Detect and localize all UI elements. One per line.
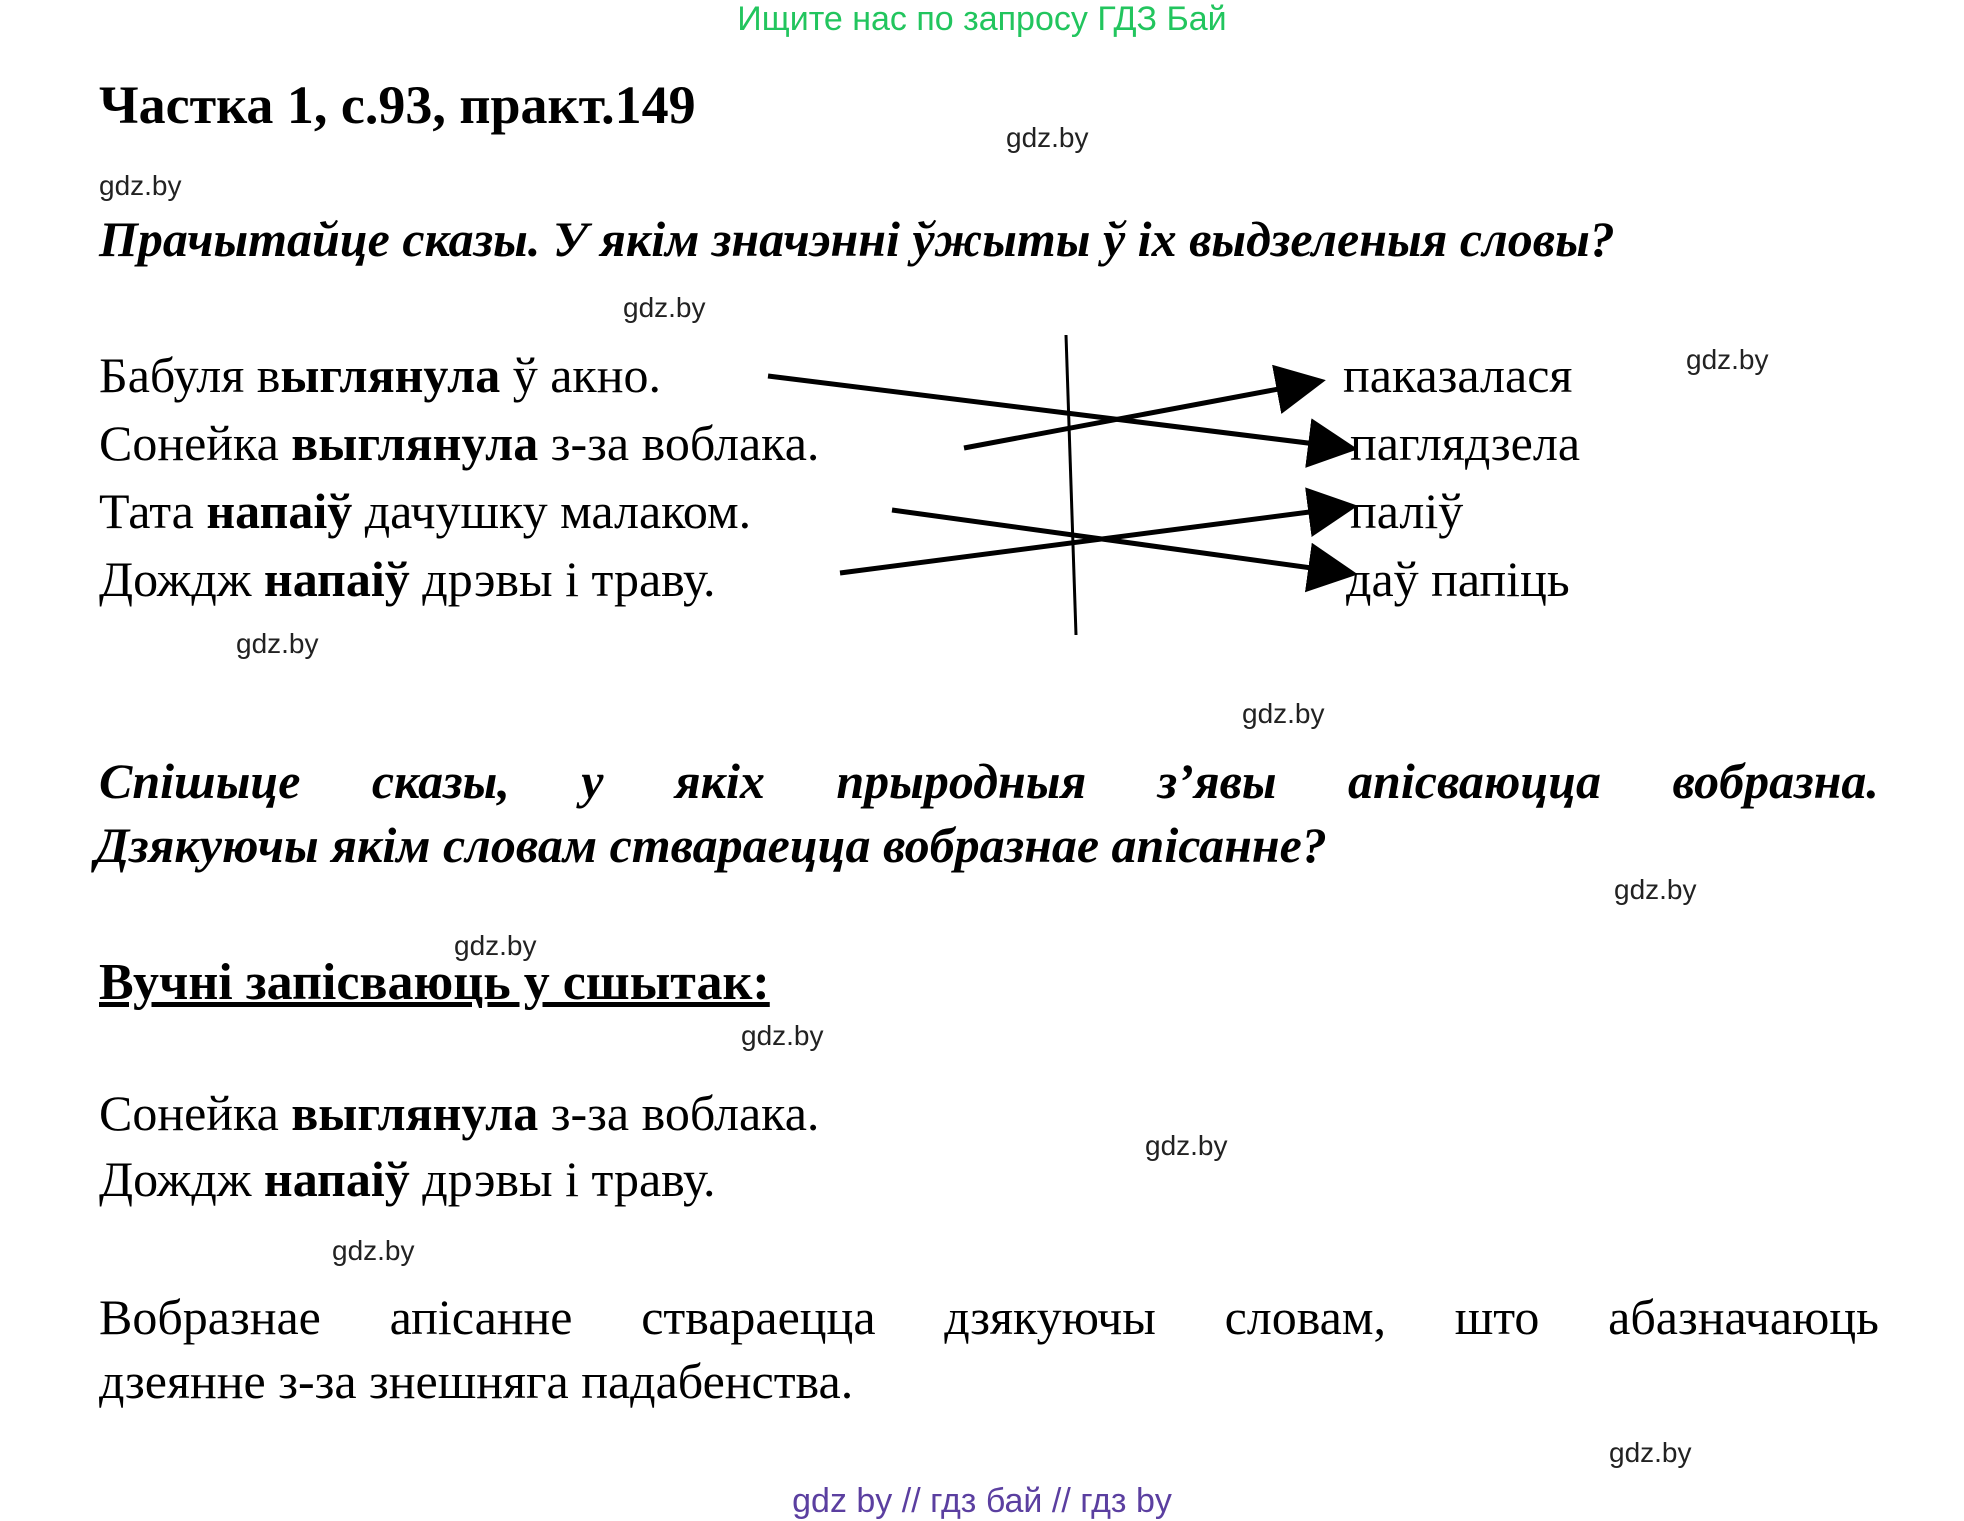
meaning-1: паказалася: [1343, 347, 1573, 403]
arrow-1-to-2: [768, 376, 1348, 448]
watermark: gdz.by: [741, 1020, 824, 1051]
watermark: gdz.by: [236, 628, 319, 659]
watermark: gdz.by: [1614, 874, 1697, 905]
conclusion-word: словам,: [1224, 1289, 1386, 1345]
meaning-4: даў папіць: [1346, 551, 1570, 607]
arrow-3-to-4: [892, 510, 1348, 573]
task-2-word: у: [581, 753, 604, 809]
sentence-2-before: Сонейка: [99, 415, 292, 471]
answer-2-before: Дождж: [99, 1151, 264, 1207]
answer-2-after: дрэвы і траву.: [409, 1151, 716, 1207]
watermark: gdz.by: [1006, 122, 1089, 153]
watermark: gdz.by: [332, 1235, 415, 1266]
conclusion-word: Вобразнае: [99, 1289, 321, 1345]
task-2-word: з’явы: [1157, 753, 1277, 809]
sentence-3-bold: напаіў: [206, 483, 353, 539]
sentence-1-after: ў акно.: [500, 347, 661, 403]
meaning-2: паглядзела: [1350, 415, 1581, 471]
meaning-3: паліў: [1350, 483, 1464, 539]
watermark: gdz.by: [1242, 698, 1325, 729]
answer-1-bold: выглянула: [291, 1085, 539, 1141]
task-2-word: сказы,: [371, 753, 510, 809]
task-2-word: Спішыце: [99, 753, 301, 809]
answer-heading: Вучні запісваюць у сшытак:: [99, 954, 770, 1011]
footer-links[interactable]: gdz by // гдз бай // гдз by: [792, 1482, 1172, 1520]
answer-1: [99, 1084, 819, 1142]
answer-2: [99, 1150, 716, 1208]
task-1-text: Прачытайце сказы. У якім значэнні ўжыты ў іх выдзеленыя словы?: [99, 211, 1615, 267]
sentence-4-after: дрэвы і траву.: [409, 551, 716, 607]
sentence-4-bold: напаіў: [263, 551, 410, 607]
task-2-word: апісваюцца: [1348, 753, 1602, 809]
sentence-2-bold: выглянула: [291, 415, 539, 471]
conclusion-line-1: [99, 1288, 1879, 1346]
watermark: gdz.by: [454, 930, 537, 961]
conclusion-line-2: дзеянне з-за знешняга падабенства.: [99, 1353, 854, 1409]
conclusion-word: што: [1454, 1289, 1540, 1345]
page-title: Частка 1, с.93, практ.149: [99, 75, 696, 135]
conclusion-word: апісанне: [389, 1289, 573, 1345]
answer-1-after: з-за воблака.: [538, 1085, 820, 1141]
sentence-2-after: з-за воблака.: [538, 415, 820, 471]
sentence-3-before: Тата: [99, 483, 207, 539]
top-banner[interactable]: Ищите нас по запросу ГДЗ Бай: [737, 0, 1227, 38]
sentence-1-before: Бабуля в: [99, 347, 281, 403]
task-2-line-1: [99, 752, 1879, 810]
answer-1-before: Сонейка: [99, 1085, 292, 1141]
task-2-line-2: Дзякуючы якім словам ствараецца вобразнае апісанне?: [95, 817, 1327, 873]
task-2-word: прыродныя: [836, 753, 1087, 809]
divider-line: [1066, 335, 1076, 635]
conclusion-word: ствараецца: [641, 1289, 876, 1345]
watermark: gdz.by: [1686, 344, 1769, 375]
task-2-word: вобразна.: [1672, 753, 1879, 809]
answer-2-bold: напаіў: [263, 1151, 410, 1207]
watermark: gdz.by: [1145, 1130, 1228, 1161]
watermark: gdz.by: [623, 292, 706, 323]
sentence-1-bold: ыглянула: [280, 347, 501, 403]
watermark: gdz.by: [99, 170, 182, 201]
watermark: gdz.by: [1609, 1437, 1692, 1468]
sentence-4-before: Дождж: [99, 551, 264, 607]
conclusion-word: абазначаюць: [1608, 1289, 1879, 1345]
task-2-word: якіх: [674, 753, 765, 809]
conclusion-word: дзякуючы: [944, 1289, 1156, 1345]
sentence-3-after: дачушку малаком.: [352, 483, 752, 539]
